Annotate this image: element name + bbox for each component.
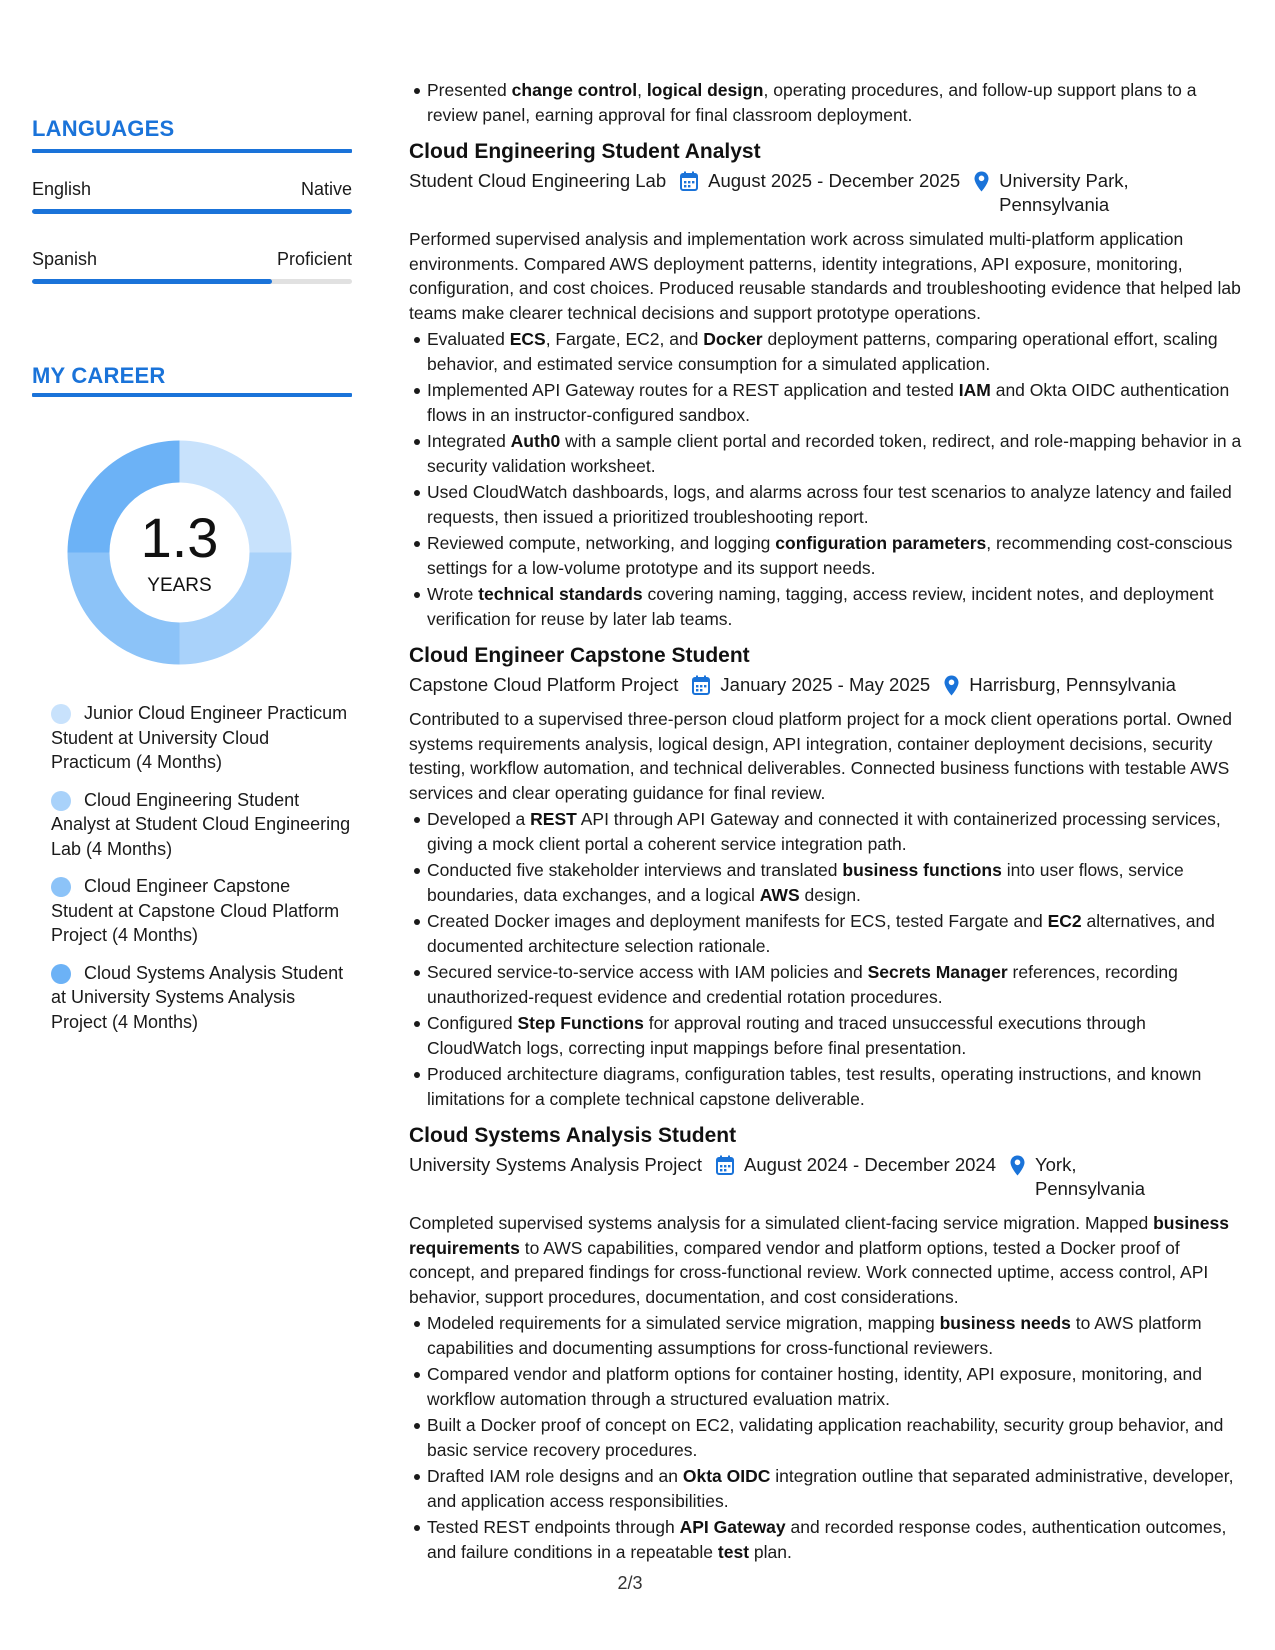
emphasis-text: EC2 (1047, 911, 1082, 931)
career-item (51, 701, 351, 775)
career-item (51, 788, 351, 862)
job-meta (409, 673, 1244, 697)
career-item-text: Junior Cloud Engineer Practicum Student at University Cloud Practicum (4 Months) (51, 703, 348, 772)
bullet-item: Developed a REST API through API Gateway and connected it with containerized processing services, giving a mock client portal a coherent service integration path. (427, 807, 1244, 856)
emphasis-text: logical design (646, 80, 764, 100)
language-level: Native (300, 179, 352, 199)
career-donut-segment (180, 553, 292, 665)
calendar-icon (716, 1153, 734, 1175)
job-location: University Park, Pennsylvania (999, 170, 1129, 215)
job-bullet-list (409, 807, 1244, 1111)
emphasis-text: business requirements (409, 1213, 1229, 1258)
bullet-item: Drafted IAM role designs and an Okta OIDC integration outline that separated administrative, developer, and application access responsibilities. (427, 1464, 1244, 1513)
job-summary: Performed supervised analysis and implementation work across simulated multi-platform application environments. Compared AWS deployment patterns, identity integrations, API exposure, monitoring, configuration, and cost choices. Produced reusable standards and troubleshooting evidence that helped lab teams make clearer technical decisions and support prototype operations. (409, 229, 1241, 323)
language-bar-spanish (32, 279, 352, 284)
bullet-item: Produced architecture diagrams, configuration tables, test results, operating instructions, and known limitations for a complete technical capstone deliverable. (427, 1062, 1244, 1111)
language-row-spanish (32, 248, 352, 270)
emphasis-text: change control (511, 80, 638, 100)
language-name: Spanish (32, 249, 98, 269)
job-summary: Completed supervised systems analysis for a simulated client-facing service migration. Mapped business requirements to AWS capabilities, compared vendor and platform options, tested a Docker proof of concept, and prepared findings for cross-functional review. Work connected uptime, access control, API behavior, support procedures, documentation, and cost considerations. (409, 1213, 1229, 1307)
career-list (51, 701, 351, 1047)
emphasis-text: API Gateway (679, 1517, 786, 1537)
bullet-item: Presented change control, logical design, operating procedures, and follow-up support plans to a review panel, earning approval for final classroom deployment. (427, 78, 1244, 127)
bullet-item: Modeled requirements for a simulated service migration, mapping business needs to AWS platform capabilities and documenting assumptions for cross-functional reviewers. (427, 1311, 1244, 1360)
career-heading: MY CAREER (32, 363, 166, 388)
career-donut-segment (68, 553, 180, 665)
job-company: Capstone Cloud Platform Project (409, 674, 679, 695)
emphasis-text: Okta OIDC (682, 1466, 771, 1486)
career-color-dot (51, 791, 71, 811)
bullet-item: Used CloudWatch dashboards, logs, and alarms across four test scenarios to analyze latency and failed requests, then issued a prioritized troubleshooting report. (427, 480, 1244, 529)
language-row-english (32, 178, 352, 200)
emphasis-text: IAM (958, 380, 991, 400)
career-heading-rule (32, 393, 352, 397)
job-entry (409, 641, 1244, 1111)
bullet-item: Secured service-to-service access with IAM policies and Secrets Manager references, recording unauthorized-request evidence and credential rotation procedures. (427, 960, 1244, 1009)
bullet-item: Evaluated ECS, Fargate, EC2, and Docker deployment patterns, comparing operational effort, scaling behavior, and estimated service consumption for a simulated application. (427, 327, 1244, 376)
language-level: Proficient (276, 249, 352, 269)
languages-heading: LANGUAGES (32, 116, 175, 141)
career-donut (67, 440, 292, 665)
job-company: Student Cloud Engineering Lab (409, 170, 667, 191)
career-item-text: Cloud Engineer Capstone Student at Capstone Cloud Platform Project (4 Months) (51, 876, 340, 945)
bullet-item: Tested REST endpoints through API Gateway and recorded response codes, authentication outcomes, and failure conditions in a repeatable test plan. (427, 1515, 1244, 1564)
language-name: English (32, 179, 92, 199)
language-bar-english (32, 209, 352, 214)
carryover-bullet-list (409, 78, 1244, 127)
bullet-item: Configured Step Functions for approval routing and traced unsuccessful executions through CloudWatch logs, correcting input mappings before final presentation. (427, 1011, 1244, 1060)
experience-column (409, 78, 1244, 1566)
emphasis-text: business needs (939, 1313, 1071, 1333)
emphasis-text: Auth0 (510, 431, 561, 451)
bullet-item: Built a Docker proof of concept on EC2, validating application reachability, security group behavior, and basic service recovery procedures. (427, 1413, 1244, 1462)
career-total-value: 1.3 (140, 506, 219, 569)
career-item (51, 874, 351, 948)
job-company: University Systems Analysis Project (409, 1154, 703, 1175)
emphasis-text: test (717, 1541, 750, 1562)
emphasis-text: REST (530, 809, 577, 829)
languages-heading-rule (32, 149, 352, 153)
page-indicator: 2/3 (617, 1573, 643, 1593)
language-bar-fill (32, 209, 352, 214)
emphasis-text: ECS (509, 329, 546, 349)
job-bullet-list (409, 327, 1244, 631)
job-title: Cloud Engineering Student Analyst (409, 140, 761, 163)
bullet-item: Compared vendor and platform options for container hosting, identity, API exposure, monitoring, and workflow automation through a structured evaluation matrix. (427, 1362, 1244, 1411)
map-pin-icon (1010, 1153, 1025, 1176)
career-item-text: Cloud Systems Analysis Student at University Systems Analysis Project (4 Months) (51, 962, 344, 1032)
bullet-item: Wrote technical standards covering naming, tagging, access review, incident notes, and deployment verification for reuse by later lab teams. (427, 582, 1244, 631)
job-bullet-list (409, 1311, 1244, 1564)
career-color-dot (51, 704, 71, 724)
bullet-item: Conducted five stakeholder interviews and translated business functions into user flows, service boundaries, data exchanges, and a logical AWS design. (427, 858, 1244, 907)
bullet-item: Implemented API Gateway routes for a REST application and tested IAM and Okta OIDC authentication flows in an instructor-configured sandbox. (427, 378, 1244, 427)
emphasis-text: AWS (759, 884, 800, 905)
bullet-item: Integrated Auth0 with a sample client portal and recorded token, redirect, and role-mapping behavior in a security validation worksheet. (427, 429, 1244, 478)
bullet-item: Created Docker images and deployment manifests for ECS, tested Fargate and EC2 alternatives, and documented architecture selection rationale. (427, 909, 1244, 958)
career-color-dot (51, 877, 71, 897)
job-entry (409, 1121, 1244, 1564)
calendar-icon (680, 169, 698, 191)
job-dates: August 2024 - December 2024 (744, 1154, 996, 1175)
job-summary: Contributed to a supervised three-person cloud platform project for a mock client operations portal. Owned systems requirements analysis, logical design, API integration, container deployment decisions, security testing, workflow automation, and technical deliverables. Connected business functions with testable AWS services and clear operating guidance for final review. (409, 709, 1232, 803)
career-color-dot (51, 964, 71, 984)
job-dates: January 2025 - May 2025 (720, 674, 931, 695)
job-location: Harrisburg, Pennsylvania (969, 674, 1176, 695)
career-total-unit: YEARS (147, 575, 212, 596)
job-dates: August 2025 - December 2025 (708, 170, 961, 191)
emphasis-text: Secrets Manager (867, 962, 1008, 982)
emphasis-text: configuration parameters (775, 533, 987, 553)
job-title: Cloud Engineer Capstone Student (409, 644, 750, 667)
career-item (51, 961, 351, 1035)
emphasis-text: Docker (703, 329, 763, 349)
career-item-text: Cloud Engineering Student Analyst at Student Cloud Engineering Lab (4 Months) (51, 789, 351, 859)
language-bar-fill (32, 279, 272, 284)
job-meta (409, 1153, 1244, 1201)
job-meta (409, 169, 1244, 217)
job-title: Cloud Systems Analysis Student (409, 1124, 737, 1147)
emphasis-text: Step Functions (517, 1013, 644, 1033)
job-entry (409, 137, 1244, 631)
map-pin-icon (974, 169, 989, 192)
map-pin-icon (944, 673, 959, 696)
job-location: York, Pennsylvania (1034, 1154, 1146, 1199)
bullet-item: Reviewed compute, networking, and logging configuration parameters, recommending cost-conscious settings for a low-volume prototype and its support needs. (427, 531, 1244, 580)
emphasis-text: technical standards (478, 584, 643, 604)
emphasis-text: business functions (842, 860, 1002, 880)
calendar-icon (692, 673, 710, 695)
